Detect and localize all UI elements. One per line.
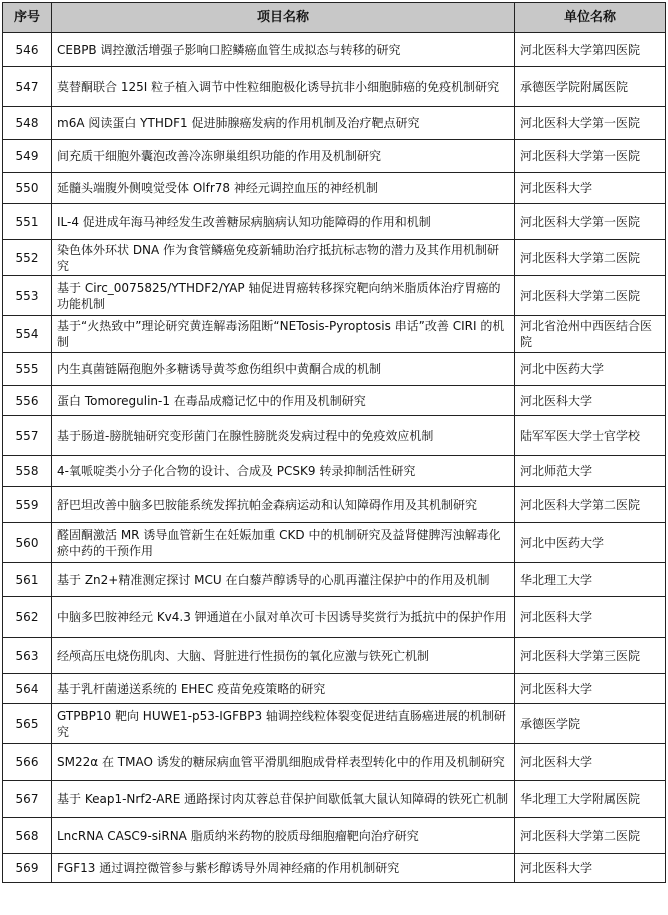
row-project-name: SM22α 在 TMAO 诱发的糖尿病血管平滑肌细胞成骨样表型转化中的作用及机制研究	[52, 744, 515, 781]
row-unit-name: 陆军军医大学士官学校	[515, 416, 666, 456]
header-unit-name: 单位名称	[515, 3, 666, 33]
table-row	[3, 487, 666, 523]
row-number: 557	[3, 416, 52, 456]
row-project-name: IL-4 促进成年海马神经发生改善糖尿病脑病认知功能障碍的作用和机制	[52, 204, 515, 240]
row-project-name: 染色体外环状 DNA 作为食管鳞癌免疫新辅助治疗抵抗标志物的潜力及其作用机制研究	[52, 240, 515, 276]
header-row	[3, 3, 666, 33]
row-project-name: m6A 阅读蛋白 YTHDF1 促进肺腺癌发病的作用机制及治疗靶点研究	[52, 107, 515, 140]
row-number: 567	[3, 781, 52, 818]
row-project-name: 间充质干细胞外囊泡改善冷冻卵巢组织功能的作用及机制研究	[52, 140, 515, 173]
table-row	[3, 781, 666, 818]
row-number: 554	[3, 316, 52, 353]
row-project-name: GTPBP10 靶向 HUWE1-p53-IGFBP3 轴调控线粒体裂变促进结直肠癌进展的机制研究	[52, 704, 515, 744]
table-row	[3, 563, 666, 597]
row-unit-name: 河北医科大学	[515, 386, 666, 416]
row-project-name: 蛋白 Tomoregulin-1 在毒品成瘾记忆中的作用及机制研究	[52, 386, 515, 416]
row-unit-name: 河北医科大学	[515, 744, 666, 781]
table-row	[3, 33, 666, 67]
table-header	[3, 3, 666, 33]
row-project-name: 舒巴坦改善中脑多巴胺能系统发挥抗帕金森病运动和认知障碍作用及其机制研究	[52, 487, 515, 523]
row-unit-name: 河北医科大学	[515, 674, 666, 704]
row-unit-name: 河北医科大学第一医院	[515, 140, 666, 173]
row-unit-name: 河北医科大学第二医院	[515, 240, 666, 276]
table-row	[3, 744, 666, 781]
row-unit-name: 河北医科大学第一医院	[515, 204, 666, 240]
row-number: 556	[3, 386, 52, 416]
table-row	[3, 140, 666, 173]
table-row	[3, 316, 666, 353]
table-row	[3, 456, 666, 487]
row-number: 553	[3, 276, 52, 316]
row-number: 547	[3, 67, 52, 107]
header-number: 序号	[3, 3, 52, 33]
row-number: 565	[3, 704, 52, 744]
row-number: 562	[3, 597, 52, 638]
row-unit-name: 河北医科大学第四医院	[515, 33, 666, 67]
header-project-name: 项目名称	[52, 3, 515, 33]
row-project-name: 基于肠道-膀胱轴研究变形菌门在腺性膀胱炎发病过程中的免疫效应机制	[52, 416, 515, 456]
table-row	[3, 818, 666, 854]
table-row	[3, 597, 666, 638]
row-number: 550	[3, 173, 52, 204]
table-row	[3, 416, 666, 456]
row-project-name: LncRNA CASC9-siRNA 脂质纳米药物的胶质母细胞瘤靶向治疗研究	[52, 818, 515, 854]
row-project-name: 经颅高压电烧伤肌肉、大脑、肾脏进行性损伤的氧化应激与铁死亡机制	[52, 638, 515, 674]
row-unit-name: 华北理工大学附属医院	[515, 781, 666, 818]
table-row	[3, 674, 666, 704]
row-project-name: 基于 Keap1-Nrf2-ARE 通路探讨肉苁蓉总苷保护间歇低氧大鼠认知障碍的铁死亡机制	[52, 781, 515, 818]
table-body	[3, 33, 666, 883]
row-unit-name: 河北师范大学	[515, 456, 666, 487]
row-unit-name: 河北医科大学	[515, 854, 666, 883]
table-row	[3, 353, 666, 386]
table-row	[3, 854, 666, 883]
row-number: 566	[3, 744, 52, 781]
row-project-name: 4-氧哌啶类小分子化合物的设计、合成及 PCSK9 转录抑制活性研究	[52, 456, 515, 487]
row-unit-name: 承德医学院附属医院	[515, 67, 666, 107]
table-row	[3, 276, 666, 316]
row-number: 551	[3, 204, 52, 240]
row-project-name: 延髓头端腹外侧嗅觉受体 Olfr78 神经元调控血压的神经机制	[52, 173, 515, 204]
row-number: 569	[3, 854, 52, 883]
row-project-name: 醛固酮激活 MR 诱导血管新生在妊娠加重 CKD 中的机制研究及益肾健脾泻浊解毒化瘀中药的干预作用	[52, 523, 515, 563]
row-number: 546	[3, 33, 52, 67]
row-project-name: 莫替酮联合 125I 粒子植入调节中性粒细胞极化诱导抗非小细胞肺癌的免疫机制研究	[52, 67, 515, 107]
row-unit-name: 河北医科大学第二医院	[515, 487, 666, 523]
row-project-name: 内生真菌链隔孢胞外多糖诱导黄芩愈伤组织中黄酮合成的机制	[52, 353, 515, 386]
project-table	[2, 2, 666, 883]
row-number: 549	[3, 140, 52, 173]
row-unit-name: 河北医科大学第二医院	[515, 276, 666, 316]
table-row	[3, 240, 666, 276]
row-unit-name: 河北中医药大学	[515, 523, 666, 563]
row-number: 552	[3, 240, 52, 276]
row-number: 548	[3, 107, 52, 140]
row-number: 559	[3, 487, 52, 523]
table-row	[3, 204, 666, 240]
row-unit-name: 河北医科大学第三医院	[515, 638, 666, 674]
row-unit-name: 河北省沧州中西医结合医院	[515, 316, 666, 353]
table-row	[3, 107, 666, 140]
row-project-name: 基于乳杆菌递送系统的 EHEC 疫苗免疫策略的研究	[52, 674, 515, 704]
row-number: 561	[3, 563, 52, 597]
row-number: 563	[3, 638, 52, 674]
table-row	[3, 386, 666, 416]
row-project-name: 基于“火热致中”理论研究黄连解毒汤阻断“NETosis-Pyroptosis 串话”改善 CIRI 的机制	[52, 316, 515, 353]
row-number: 560	[3, 523, 52, 563]
row-unit-name: 河北医科大学	[515, 597, 666, 638]
row-number: 558	[3, 456, 52, 487]
row-project-name: 基于 Circ_0075825/YTHDF2/YAP 轴促进胃癌转移探究靶向纳米脂质体治疗胃癌的功能机制	[52, 276, 515, 316]
row-project-name: FGF13 通过调控微管参与紫杉醇诱导外周神经痛的作用机制研究	[52, 854, 515, 883]
row-unit-name: 河北医科大学第二医院	[515, 818, 666, 854]
table-row	[3, 67, 666, 107]
row-number: 568	[3, 818, 52, 854]
row-project-name: 中脑多巴胺神经元 Kv4.3 钾通道在小鼠对单次可卡因诱导奖赏行为抵抗中的保护作用	[52, 597, 515, 638]
row-unit-name: 承德医学院	[515, 704, 666, 744]
row-number: 564	[3, 674, 52, 704]
row-unit-name: 河北医科大学第一医院	[515, 107, 666, 140]
row-unit-name: 河北医科大学	[515, 173, 666, 204]
row-unit-name: 华北理工大学	[515, 563, 666, 597]
row-project-name: CEBPB 调控激活增强子影响口腔鳞癌血管生成拟态与转移的研究	[52, 33, 515, 67]
table-row	[3, 173, 666, 204]
row-number: 555	[3, 353, 52, 386]
row-project-name: 基于 Zn2+精准测定探讨 MCU 在白藜芦醇诱导的心肌再灌注保护中的作用及机制	[52, 563, 515, 597]
table-row	[3, 523, 666, 563]
table-row	[3, 704, 666, 744]
table-row	[3, 638, 666, 674]
row-unit-name: 河北中医药大学	[515, 353, 666, 386]
